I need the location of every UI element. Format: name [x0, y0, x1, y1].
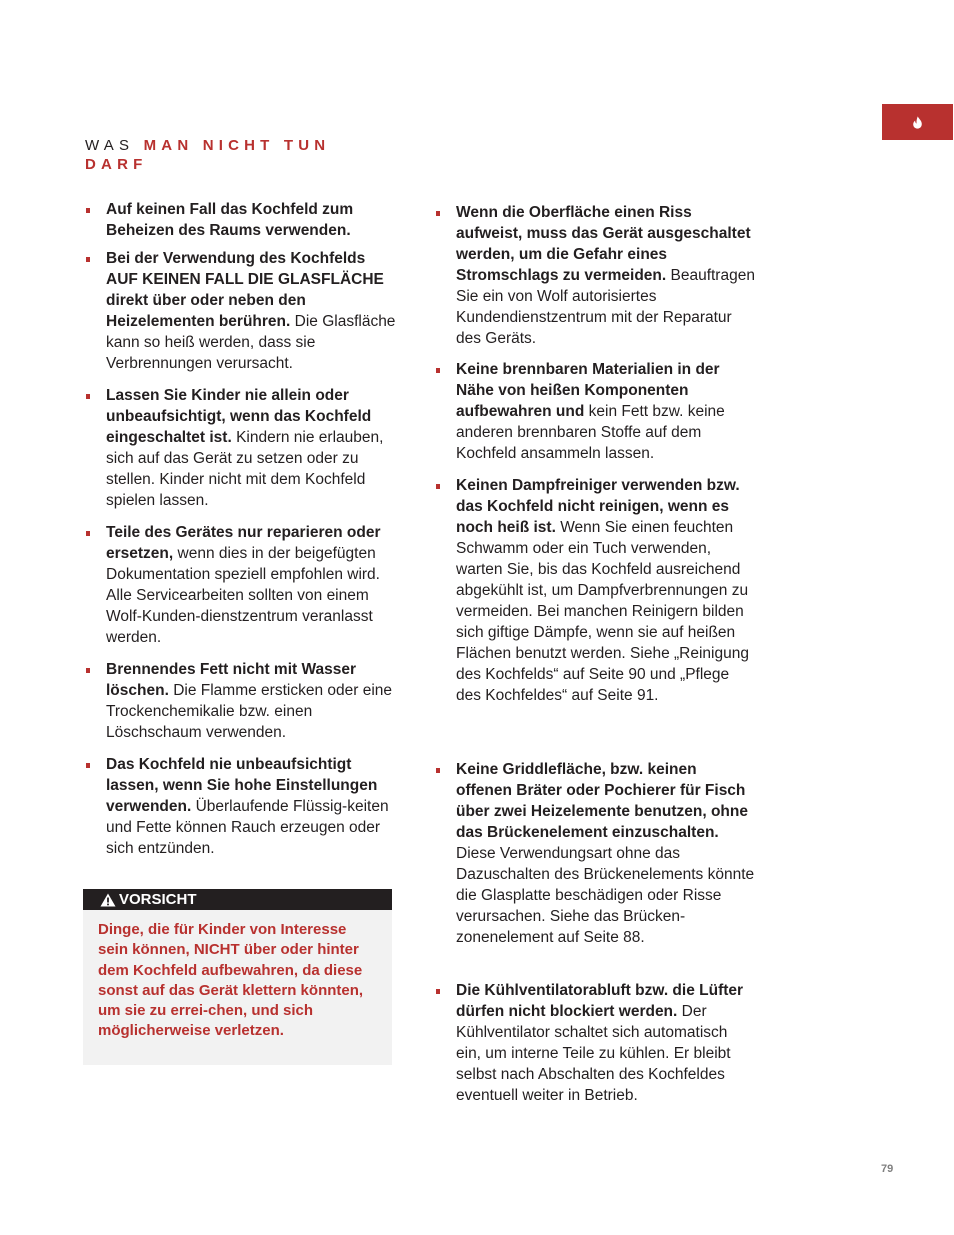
- caution-label: VORSICHT: [119, 891, 197, 908]
- item-emphasis: Brennendes Fett nicht mit Wasser löschen.: [106, 661, 357, 699]
- heading-lead: WAS: [85, 137, 144, 154]
- item-emphasis: Wenn die Oberfläche einen Riss aufweist, muss das Gerät ausgeschaltet werden, um die Gefahr eines Stromschlags zu vermeiden.: [456, 204, 751, 284]
- bullet-icon: [86, 763, 90, 768]
- bullet-icon: [86, 531, 90, 536]
- bullet-icon: [86, 668, 90, 673]
- caution-box: [83, 889, 392, 1065]
- list-item: [85, 385, 400, 511]
- bullet-icon: [436, 768, 440, 773]
- bullet-icon: [436, 368, 440, 373]
- section-heading: [85, 136, 385, 174]
- list-item: [85, 199, 400, 241]
- heading-emphasis: MAN NICHT TUN DARF: [85, 137, 331, 173]
- item-text: Kindern nie erlauben, sich auf das Gerät zu setzen oder zu stellen. Kinder nicht mit dem Kochfeld spielen lassen.: [106, 429, 384, 509]
- item-emphasis: Keinen Dampfreiniger verwenden bzw. das Kochfeld nicht reinigen, wenn es noch heiß ist.: [456, 477, 740, 536]
- item-text: Beauftragen Sie ein von Wolf autorisiertes Kundendienstzentrum mit der Reparatur des Geräts.: [456, 267, 755, 347]
- item-emphasis: Lassen Sie Kinder nie allein oder unbeaufsichtigt, wenn das Kochfeld eingeschaltet ist.: [106, 387, 372, 446]
- bullet-icon: [436, 484, 440, 489]
- item-emphasis: Bei der Verwendung des Kochfelds AUF KEINEN FALL DIE GLASFLÄCHE direkt über oder neben den Heizelementen berühren.: [106, 250, 384, 330]
- bullet-icon: [86, 394, 90, 399]
- list-item: [85, 522, 400, 648]
- list-item: [435, 759, 755, 969]
- section-tab: [882, 104, 953, 140]
- item-text: Überlaufende Flüssig-keiten und Fette können Rauch erzeugen oder sich entzünden.: [106, 798, 389, 857]
- item-text: Die Flamme ersticken oder eine Trockenchemikalie bzw. einen Löschschaum verwenden.: [106, 682, 393, 741]
- bullet-icon: [436, 211, 440, 216]
- list-item: [435, 359, 755, 464]
- item-text: wenn dies in der beigefügten Dokumentation speziell empfohlen wird. Alle Servicearbeiten sollten von einem Wolf-Kunden-dienstzentrum veranlasst werden.: [106, 545, 380, 646]
- item-emphasis: Teile des Gerätes nur reparieren oder ersetzen,: [106, 524, 381, 562]
- bullet-icon: [436, 989, 440, 994]
- flame-icon: [912, 116, 923, 129]
- item-text: Diese Verwendungsart ohne das Dazuschalten des Brückenelements könnte die Glasplatte beschädigen oder Risse verursachen. Siehe das Brücken-zonenelement auf Seite 88.: [456, 845, 755, 946]
- item-text: Wenn Sie einen feuchten Schwamm oder ein Tuch verwenden, warten Sie, bis das Kochfeld ausreichend abgekühlt ist, um Dampfverbrennungen zu vermeiden. Bei manchen Reinigern bilden sich giftige Dämpfe, wenn sie auf heißen Flächen benutzt werden. Siehe „Reinigung des Kochfelds“ auf Seite 90 und „Pflege des Kochfeldes“ auf Seite 91.: [456, 519, 749, 704]
- right-column: [435, 202, 755, 1127]
- left-column: [85, 199, 400, 859]
- list-item: [435, 475, 755, 748]
- item-emphasis: Auf keinen Fall das Kochfeld zum Beheizen des Raums verwenden.: [106, 201, 354, 239]
- list-item: [85, 248, 400, 374]
- item-emphasis: Keine brennbaren Materialien in der Nähe von heißen Komponenten aufbewahren und: [456, 361, 720, 420]
- item-emphasis: Keine Griddlefläche, bzw. keinen offenen Bräter oder Pochierer für Fisch über zwei Heizelemente benutzen, ohne das Brückenelement einzuschalten.: [456, 761, 748, 841]
- item-text: Die Glasfläche kann so heiß werden, dass sie Verbrennungen verursacht.: [106, 313, 396, 372]
- item-text: Der Kühlventilator schaltet sich automatisch ein, um interne Teile zu kühlen. Er bleibt selbst nach Abschalten des Kochfeldes eventuell weiter in Betrieb.: [456, 1003, 731, 1104]
- bullet-icon: [86, 208, 90, 213]
- item-emphasis: Die Kühlventilatorabluft bzw. die Lüfter dürfen nicht blockiert werden.: [456, 982, 744, 1020]
- warning-icon: [100, 893, 116, 907]
- page-number: 79: [881, 1163, 894, 1175]
- bullet-icon: [86, 257, 90, 262]
- caution-header: [83, 889, 392, 910]
- list-item: [85, 754, 400, 859]
- caution-text: Dinge, die für Kinder von Interesse sein können, NICHT über oder hinter dem Kochfeld aufbewahren, da diese sonst auf das Gerät klettern könnten, um sie zu errei-chen, und sich möglicherweise verletzen.: [98, 921, 364, 1040]
- item-text: kein Fett bzw. keine anderen brennbaren Stoffe auf dem Kochfeld ansammeln lassen.: [456, 403, 725, 462]
- item-emphasis: Das Kochfeld nie unbeaufsichtigt lassen, wenn Sie hohe Einstellungen verwenden.: [106, 756, 378, 815]
- list-item: [435, 202, 755, 349]
- list-item: [85, 659, 400, 743]
- list-item: [435, 980, 755, 1127]
